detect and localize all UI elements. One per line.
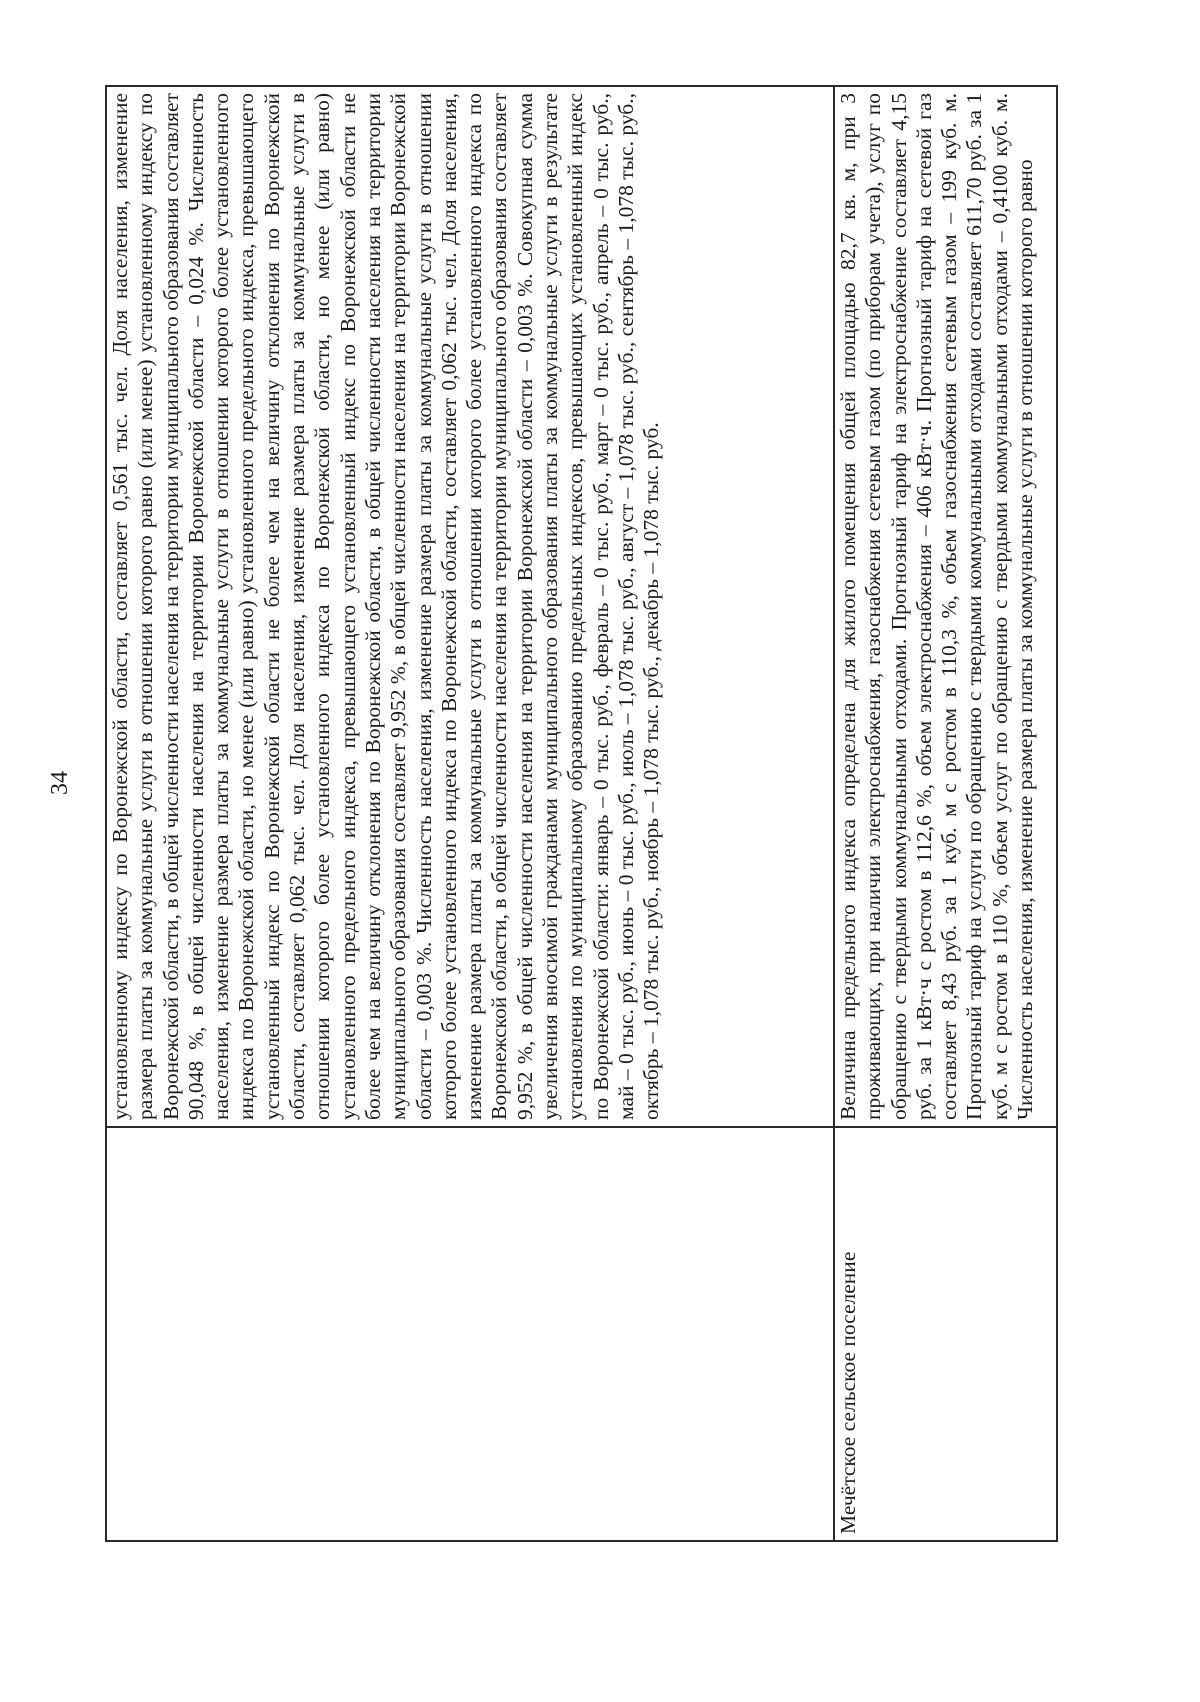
municipality-cell: [834, 1127, 1057, 1541]
page-number: 34: [47, 771, 73, 795]
tariff-table: [105, 85, 1058, 1542]
municipality-cell: [106, 1127, 834, 1541]
description-text: установленному индексу по Воронежской области, составляет 0,561 тыс. чел. Доля населения, изменение размера платы за коммунальные услуги в отношении которого равно (или менее) установленному индексу по Воронежской области, в общей численности населения на территории муниципального образования составляет 90,048 %, в общей численности населения на территории Воронежской области – 0,024 %. Численность населения, изменение размера платы за коммунальные услуги в отношении которого более установленного индекса по Воронежской области, но менее (или равно) установленного предельного индекса, превышающего установленный индекс по Воронежской области не более чем на величину отклонения по Воронежской области, составляет 0,062 тыс. чел. Доля населения, изменение размера платы за коммунальные услуги в отношении которого более установленного индекса по Воронежской области, но менее (или равно) установленного предельного индекса, превышающего установленный индекс по Воронежской области не более чем на величину отклонения по Воронежской области, в общей численности населения на территории муниципального образования составляет 9,952 %, в общей численности населения на территории Воронежской области – 0,003 %. Численность населения, изменение размера платы за коммунальные услуги в отношении которого более установленного индекса по Воронежской области, составляет 0,062 тыс. чел. Доля населения, изменение размера платы за коммунальные услуги в отношении которого более установленного индекса по Воронежской области, в общей численности населения на территории муниципального образования составляет 9,952 %, в общей численности населения на территории Воронежской области – 0,003 %. Совокупная сумма увеличения вносимой гражданами муниципального образования платы за коммунальные услуги в результате установления по муниципальному образованию предельных индексов, превышающих установленный индекс по Воронежской области: январь – 0 тыс. руб., февраль – 0 тыс. руб., март – 0 тыс. руб., апрель – 0 тыс. руб., май – 0 тыс. руб., июнь – 0 тыс. руб., июль – 1,078 тыс. руб., август – 1,078 тыс. руб., сентябрь – 1,078 тыс. руб., октябрь – 1,078 тыс. руб., ноябрь – 1,078 тыс. руб., декабрь – 1,078 тыс. руб.: [108, 93, 664, 1120]
municipality-name: Мечётское сельское поселение: [836, 1251, 860, 1534]
table-row: [106, 86, 834, 1541]
table-row: [834, 86, 1057, 1541]
document-body: [105, 85, 1072, 1542]
description-text: Величина предельного индекса определена для жилого помещения общей площадью 82,7 кв. м, при 3 проживающих, при наличии электроснабжения, газоснабжения сетевым газом (по приборам учета), услуг по обращению с твердыми коммунальными отходами. Прогнозный тариф на электроснабжение составляет 4,15 руб. за 1 кВт·ч с ростом в 112,6 %, объем электроснабжения – 406 кВт·ч. Прогнозный тариф на сетевой газ составляет 8,43 руб. за 1 куб. м с ростом в 110,3 %, объем газоснабжения сетевым газом – 199 куб. м. Прогнозный тариф на услуги по обращению с твердыми коммунальными отходами составляет 611,70 руб. за 1 куб. м с ростом в 110 %, объем услуг по обращению с твердыми коммунальными отходами – 0,4100 куб. м. Численность населения, изменение размера платы за коммунальные услуги в отношении которого равно: [836, 93, 1038, 1120]
description-cell: [834, 86, 1057, 1127]
landscape-content: [105, 85, 1072, 1542]
description-cell: [106, 86, 834, 1127]
